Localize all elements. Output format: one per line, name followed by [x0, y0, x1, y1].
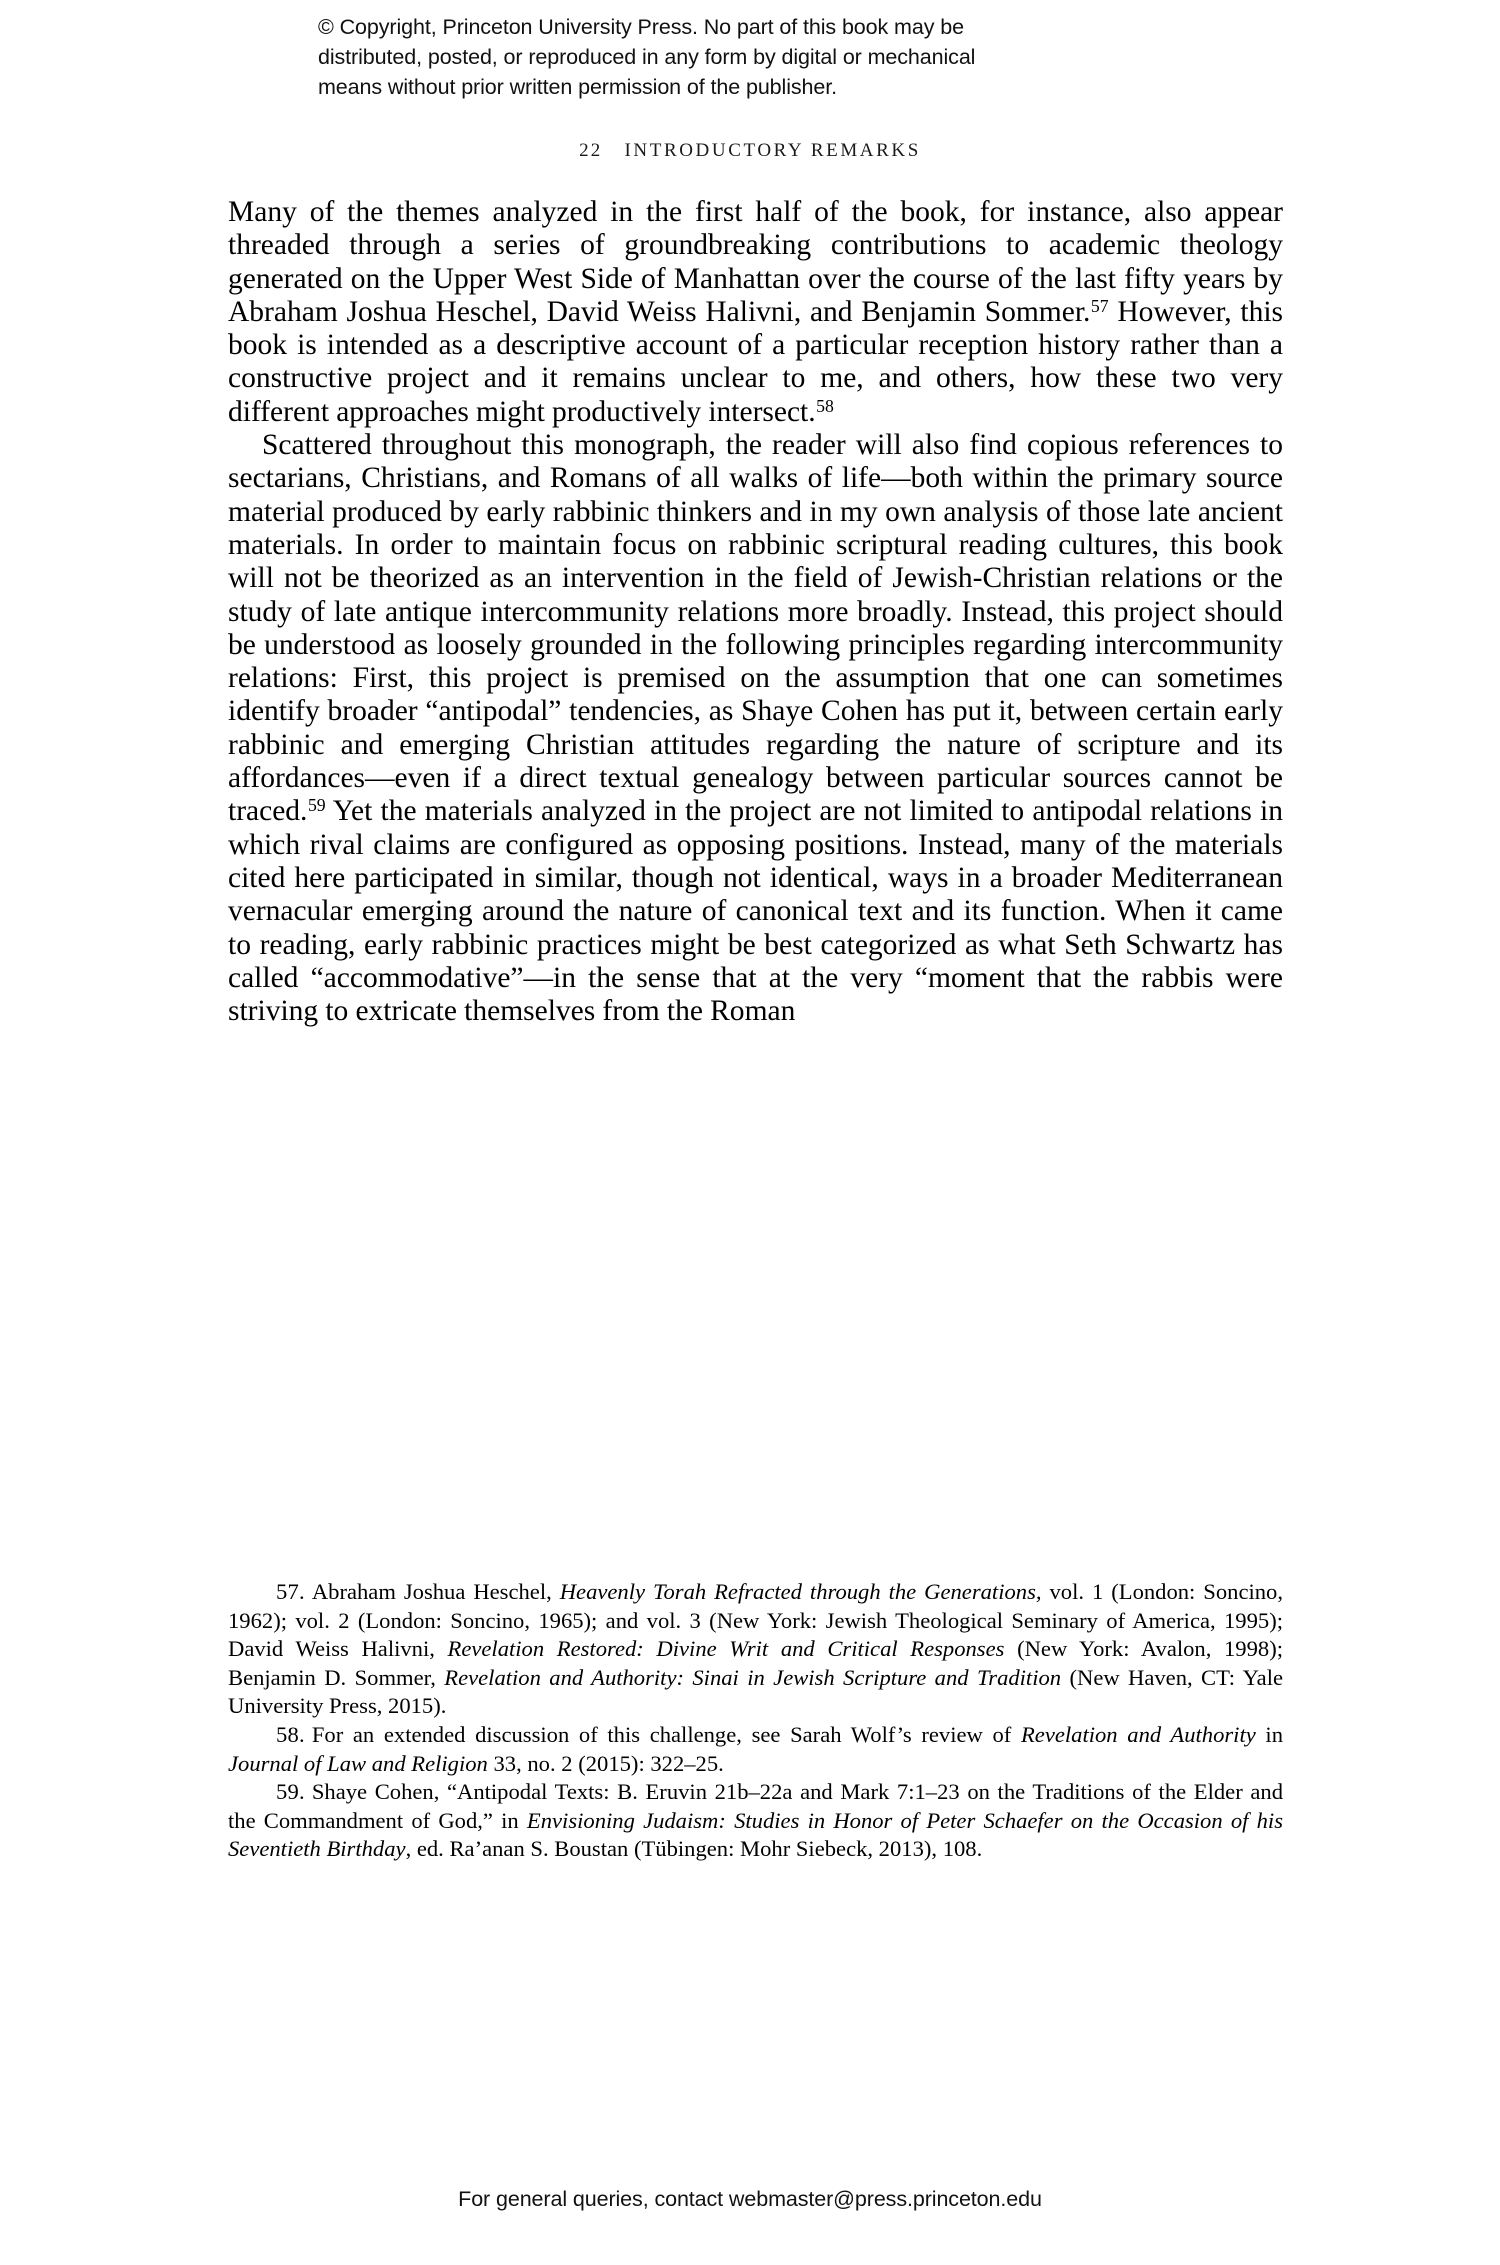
copyright-line-1: © Copyright, Princeton University Press. No part of this book may be	[318, 15, 964, 39]
paragraph-2-text-a: Scattered throughout this monograph, the reader will also find copious references to sectarians, Christians, and Romans of all walks of life—both within the primary source material produced by early rabbinic thinkers and in my own analysis of those late ancient materials. In order to maintain focus on rabbinic scriptural reading cultures, this book will not be theorized as an intervention in the field of Jewish-Christian relations or the study of late antique intercommunity relations more broadly. Instead, this project should be understood as loosely grounded in the following principles regarding intercommunity relations: First, this project is premised on the assumption that one can sometimes identify broader “antipodal” tendencies, as Shaye Cohen has put it, between certain early rabbinic and emerging Christian attitudes regarding the nature of scripture and its affordances—even if a direct textual genealogy between particular sources cannot be traced.	[228, 429, 1283, 828]
footnote-text: , ed. Ra’anan S. Boustan (Tübingen: Mohr Siebeck, 2013), 108.	[405, 1836, 983, 1862]
paragraph-1-text-b: However, this book is intended as a descriptive account of a particular reception history rather than a constructive project and it remains unclear to me, and others, how these two very different approaches might productively intersect.	[228, 295, 1283, 428]
footnote-text: Shaye Cohen, “Antipodal Texts: B. Eruvin 21b–22a and Mark 7:1–23 on the Traditions of the Elder and the Commandment of God,” in	[228, 1779, 1283, 1833]
footnote-text: 33, no. 2 (2015): 322–25.	[487, 1750, 724, 1776]
footnote-marker-57[interactable]: 57	[1090, 295, 1109, 316]
paragraph-1-text-a: Many of the themes analyzed in the first half of the book, for instance, also appear threaded through a series of groundbreaking contributions to academic theology generated on the Upper West Side of Manhattan over the course of the last fifty years by Abraham Joshua Heschel, David Weiss Halivni, and Benjamin Sommer.	[228, 196, 1283, 328]
footnote-title-italic: Envisioning Judaism: Studies in Honor of Peter Schaefer on the Occasion of his Seventieth Birthday	[228, 1807, 1283, 1862]
body-text	[228, 196, 1283, 1028]
footnote-marker-58[interactable]: 58	[816, 395, 834, 416]
footnote-58	[228, 1721, 1283, 1778]
footnote-title-italic: Heavenly Torah Refracted through the Generations,	[559, 1579, 1042, 1604]
footnotes-section	[228, 1578, 1283, 1864]
footnote-59	[228, 1778, 1283, 1864]
running-head	[0, 140, 1500, 162]
footnote-number: 58.	[276, 1721, 305, 1747]
footnote-text: in	[1255, 1721, 1284, 1747]
page-footer: For general queries, contact webmaster@press.princeton.edu	[458, 2187, 1042, 2211]
footnote-text: Abraham Joshua Heschel,	[311, 1579, 560, 1604]
footnote-marker-59[interactable]: 59	[307, 795, 326, 816]
footnote-number: 57.	[276, 1579, 305, 1604]
copyright-notice	[318, 12, 1198, 102]
paragraph-1	[228, 196, 1283, 429]
footnote-text: (New Haven, CT: Yale University Press, 2015).	[228, 1664, 1283, 1719]
copyright-line-2: distributed, posted, or reproduced in any form by digital or mechanical	[318, 45, 976, 69]
footnote-title-italic: Revelation Restored: Divine Writ and Critical Responses	[447, 1636, 1005, 1662]
running-head-title: INTRODUCTORY REMARKS	[624, 140, 921, 161]
footnote-text: vol. 1 (London: Soncino, 1962); vol. 2 (London: Soncino, 1965); and vol. 3 (New York: Jewish Theological Seminary of America, 1995); David Weiss Halivni,	[228, 1579, 1283, 1662]
footnote-title-italic: Revelation and Authority: Sinai in Jewish Scripture and Tradition	[444, 1664, 1062, 1690]
paragraph-2	[228, 429, 1283, 1028]
paragraph-2-text-b: Yet the materials analyzed in the project are not limited to antipodal relations in which rival claims are configured as opposing positions. Instead, many of the materials cited here participated in similar, though not identical, ways in a broader Mediterranean vernacular emerging around the nature of canonical text and its function. When it came to reading, early rabbinic practices might be best categorized as what Seth Schwartz has called “accommodative”—in the sense that at the very “moment that the rabbis were striving to extricate themselves from the Roman	[228, 795, 1283, 1028]
footnote-text: (New York: Avalon, 1998); Benjamin D. Sommer,	[228, 1636, 1283, 1690]
footnote-text: For an extended discussion of this challenge, see Sarah Wolf’s review of	[311, 1721, 1021, 1747]
footnote-title-italic: Journal of Law and Religion	[228, 1750, 488, 1776]
page-number: 22	[579, 140, 603, 161]
footnote-57	[228, 1578, 1283, 1721]
copyright-line-3: means without prior written permission of the publisher.	[318, 75, 838, 99]
footnote-number: 59.	[276, 1779, 305, 1805]
footnote-title-italic: Revelation and Authority	[1021, 1721, 1256, 1747]
